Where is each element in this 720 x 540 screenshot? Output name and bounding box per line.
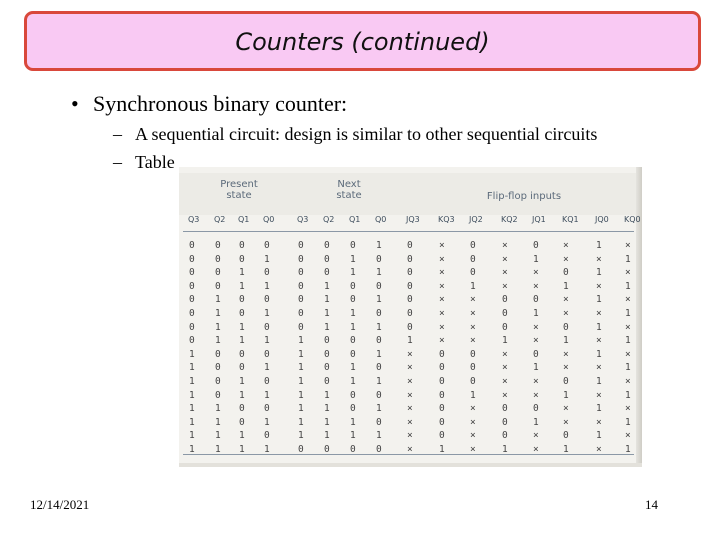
table-cell: 0 xyxy=(215,253,221,265)
table-cell: 0 xyxy=(239,240,245,251)
table-cell: 1 xyxy=(470,389,476,401)
table-cell: 0 xyxy=(350,294,356,306)
table-cell: 1 xyxy=(298,403,304,415)
table-cell: 1 xyxy=(596,376,602,387)
table-cell: 0 xyxy=(470,362,476,374)
table-cell: 0 xyxy=(439,389,445,401)
table-cell: 0 xyxy=(298,267,304,279)
table-cell: × xyxy=(407,430,413,442)
header-rule xyxy=(183,231,634,232)
table-cell: × xyxy=(439,321,445,333)
table-cell: × xyxy=(439,240,445,251)
table-cell: 0 xyxy=(350,280,356,292)
table-cell: 0 xyxy=(215,362,221,374)
table-cell: 0 xyxy=(239,253,245,265)
table-cell: 1 xyxy=(625,335,631,347)
dash-marker: – xyxy=(113,124,122,144)
table-cell: 1 xyxy=(502,335,508,347)
table-cell: × xyxy=(596,335,602,347)
table-cell: 1 xyxy=(625,308,631,319)
table-cell: × xyxy=(625,267,631,279)
table-cell: 0 xyxy=(563,430,569,442)
table-cell: 1 xyxy=(324,294,330,306)
table-cell: 0 xyxy=(502,321,508,333)
table-cell: × xyxy=(470,308,476,319)
table-cell: 1 xyxy=(324,321,330,333)
sub-item-text: Table xyxy=(135,152,175,172)
table-col-header: Q1 xyxy=(349,215,361,224)
slide-title: Counters (continued) xyxy=(235,28,490,56)
scan-bottom xyxy=(179,463,642,467)
table-cell: 0 xyxy=(239,308,245,319)
table-cell: 1 xyxy=(625,444,631,455)
table-cell: 1 xyxy=(439,444,445,455)
table-cell: × xyxy=(470,294,476,306)
table-cell: 0 xyxy=(407,253,413,265)
table-cell: × xyxy=(533,389,539,401)
header-present-state: Present state xyxy=(220,179,258,201)
table-cell: 0 xyxy=(502,308,508,319)
table-col-header: Q2 xyxy=(214,215,226,224)
table-cell: 0 xyxy=(470,267,476,279)
table-cell: 1 xyxy=(596,267,602,279)
table-cell: × xyxy=(502,280,508,292)
table-cell: × xyxy=(625,376,631,387)
table-cell: 0 xyxy=(215,240,221,251)
table-cell: 0 xyxy=(502,403,508,415)
table-cell: 1 xyxy=(376,240,382,251)
bullet-item xyxy=(71,91,347,117)
table-cell: 1 xyxy=(596,430,602,442)
table-cell: × xyxy=(625,430,631,442)
table-cell: 0 xyxy=(239,294,245,306)
table-cell: 0 xyxy=(324,444,330,455)
table-cell: 0 xyxy=(376,280,382,292)
table-cell: 0 xyxy=(439,348,445,360)
table-cell: 0 xyxy=(376,335,382,347)
table-cell: 0 xyxy=(563,267,569,279)
table-cell: 0 xyxy=(324,348,330,360)
slide-title-box xyxy=(24,11,701,71)
table-cell: × xyxy=(407,376,413,387)
table-col-header: Q1 xyxy=(238,215,250,224)
table-cell: × xyxy=(625,240,631,251)
table-cell: 1 xyxy=(189,376,195,387)
table-cell: 0 xyxy=(324,376,330,387)
table-cell: 1 xyxy=(215,444,221,455)
table-cell: × xyxy=(502,348,508,360)
table-cell: 1 xyxy=(239,444,245,455)
table-cell: 1 xyxy=(239,280,245,292)
table-cell: × xyxy=(407,403,413,415)
table-cell: 0 xyxy=(407,308,413,319)
table-cell: 1 xyxy=(264,253,270,265)
table-cell: 1 xyxy=(376,403,382,415)
table-cell: 0 xyxy=(533,240,539,251)
table-cell: 0 xyxy=(215,348,221,360)
table-cell: 0 xyxy=(189,308,195,319)
table-cell: 0 xyxy=(439,416,445,428)
table-cell: 0 xyxy=(239,403,245,415)
table-cell: 1 xyxy=(596,348,602,360)
table-cell: × xyxy=(439,294,445,306)
table-cell: × xyxy=(439,335,445,347)
table-cell: 1 xyxy=(563,335,569,347)
table-cell: 0 xyxy=(324,240,330,251)
table-cell: 1 xyxy=(324,403,330,415)
table-cell: 0 xyxy=(407,267,413,279)
table-cell: 1 xyxy=(625,280,631,292)
table-cell: 0 xyxy=(298,321,304,333)
page-number: 14 xyxy=(645,497,658,512)
table-cell: 0 xyxy=(215,267,221,279)
table-cell: 0 xyxy=(264,240,270,251)
table-cell: × xyxy=(533,430,539,442)
table-cell: 1 xyxy=(298,416,304,428)
state-table-image xyxy=(179,167,642,467)
table-cell: 0 xyxy=(439,403,445,415)
table-cell: 0 xyxy=(470,348,476,360)
table-cell: 0 xyxy=(470,253,476,265)
table-cell: 1 xyxy=(239,430,245,442)
table-cell: × xyxy=(502,362,508,374)
table-cell: × xyxy=(533,280,539,292)
table-cell: 0 xyxy=(439,430,445,442)
table-cell: 0 xyxy=(439,376,445,387)
table-cell: 1 xyxy=(239,321,245,333)
table-col-header: Q2 xyxy=(323,215,335,224)
table-cell: 1 xyxy=(324,416,330,428)
table-cell: 0 xyxy=(376,416,382,428)
table-cell: 0 xyxy=(407,240,413,251)
table-cell: × xyxy=(533,376,539,387)
table-cell: 0 xyxy=(470,376,476,387)
table-cell: 0 xyxy=(298,240,304,251)
table-cell: 1 xyxy=(324,430,330,442)
table-cell: 1 xyxy=(533,308,539,319)
table-cell: × xyxy=(407,389,413,401)
table-cell: 1 xyxy=(298,376,304,387)
table-cell: × xyxy=(439,253,445,265)
bullet-text: Synchronous binary counter: xyxy=(93,91,348,116)
table-cell: 1 xyxy=(239,335,245,347)
table-cell: 1 xyxy=(533,362,539,374)
table-cell: × xyxy=(470,335,476,347)
table-cell: 1 xyxy=(239,267,245,279)
table-col-header: KQ0 xyxy=(624,215,641,224)
table-cell: 0 xyxy=(215,389,221,401)
table-cell: 0 xyxy=(298,294,304,306)
table-cell: 1 xyxy=(376,348,382,360)
table-cell: 1 xyxy=(215,308,221,319)
table-col-header: JQ1 xyxy=(532,215,546,224)
table-cell: 1 xyxy=(264,308,270,319)
table-cell: 1 xyxy=(215,321,221,333)
table-cell: 1 xyxy=(189,362,195,374)
table-cell: × xyxy=(470,321,476,333)
table-cell: 1 xyxy=(298,362,304,374)
table-cell: 0 xyxy=(407,321,413,333)
table-cell: 0 xyxy=(264,267,270,279)
table-cell: 1 xyxy=(264,335,270,347)
table-cell: 1 xyxy=(596,403,602,415)
table-cell: × xyxy=(407,416,413,428)
table-cell: × xyxy=(563,403,569,415)
header-next-state: Next state xyxy=(336,179,362,201)
table-cell: 1 xyxy=(502,444,508,455)
table-cell: 1 xyxy=(376,321,382,333)
table-cell: 0 xyxy=(298,308,304,319)
table-cell: 0 xyxy=(502,416,508,428)
table-cell: × xyxy=(625,294,631,306)
table-cell: 1 xyxy=(298,335,304,347)
table-cell: × xyxy=(502,253,508,265)
table-cell: 1 xyxy=(350,321,356,333)
table-cell: 0 xyxy=(502,430,508,442)
table-cell: 1 xyxy=(189,389,195,401)
table-cell: 0 xyxy=(264,403,270,415)
table-cell: 0 xyxy=(264,321,270,333)
table-cell: 0 xyxy=(376,444,382,455)
table-cell: 1 xyxy=(350,362,356,374)
table-col-header: JQ0 xyxy=(595,215,609,224)
table-col-header: Q3 xyxy=(188,215,200,224)
table-cell: 1 xyxy=(350,308,356,319)
table-cell: 1 xyxy=(215,403,221,415)
table-cell: × xyxy=(439,308,445,319)
table-cell: 0 xyxy=(189,294,195,306)
table-cell: 0 xyxy=(264,294,270,306)
footer-date: 12/14/2021 xyxy=(30,497,90,512)
table-cell: × xyxy=(502,240,508,251)
table-cell: × xyxy=(407,444,413,455)
table-cell: 1 xyxy=(563,280,569,292)
table-cell: 0 xyxy=(350,444,356,455)
table-cell: 0 xyxy=(324,335,330,347)
dash-marker: – xyxy=(113,152,122,172)
table-cell: × xyxy=(470,430,476,442)
table-cell: × xyxy=(533,321,539,333)
table-cell: 0 xyxy=(239,416,245,428)
table-cell: 0 xyxy=(407,280,413,292)
table-cell: 1 xyxy=(350,376,356,387)
table-cell: 0 xyxy=(324,362,330,374)
table-col-header: Q0 xyxy=(375,215,387,224)
table-cell: × xyxy=(596,253,602,265)
table-cell: 0 xyxy=(189,253,195,265)
table-col-header: Q3 xyxy=(297,215,309,224)
table-cell: 1 xyxy=(298,389,304,401)
scan-edge xyxy=(636,167,642,467)
table-cell: 1 xyxy=(298,430,304,442)
table-cell: 0 xyxy=(189,335,195,347)
table-col-header: KQ2 xyxy=(501,215,518,224)
table-cell: 0 xyxy=(189,321,195,333)
table-cell: 0 xyxy=(376,253,382,265)
table-cell: × xyxy=(625,321,631,333)
table-cell: 1 xyxy=(407,335,413,347)
table-cell: 0 xyxy=(533,294,539,306)
table-cell: 1 xyxy=(625,362,631,374)
table-cell: 0 xyxy=(264,430,270,442)
table-cell: 0 xyxy=(376,308,382,319)
table-cell: × xyxy=(563,348,569,360)
table-cell: 1 xyxy=(264,362,270,374)
table-cell: 1 xyxy=(264,280,270,292)
table-cell: 0 xyxy=(376,362,382,374)
table-cell: × xyxy=(563,362,569,374)
table-cell: 1 xyxy=(376,294,382,306)
table-cell: × xyxy=(502,376,508,387)
sub-item-design xyxy=(113,124,597,145)
table-cell: 1 xyxy=(376,430,382,442)
table-cell: 1 xyxy=(239,376,245,387)
table-cell: × xyxy=(502,389,508,401)
table-cell: × xyxy=(563,308,569,319)
table-cell: 1 xyxy=(376,267,382,279)
table-cell: × xyxy=(596,362,602,374)
table-cell: 1 xyxy=(215,416,221,428)
table-cell: 0 xyxy=(239,362,245,374)
table-cell: × xyxy=(563,294,569,306)
table-cell: × xyxy=(596,416,602,428)
table-cell: 1 xyxy=(239,389,245,401)
table-col-header: KQ1 xyxy=(562,215,579,224)
table-cell: × xyxy=(596,444,602,455)
table-cell: 1 xyxy=(324,389,330,401)
table-cell: 1 xyxy=(189,416,195,428)
table-cell: × xyxy=(502,267,508,279)
table-cell: 1 xyxy=(298,348,304,360)
table-col-header: KQ3 xyxy=(438,215,455,224)
table-cell: 1 xyxy=(625,416,631,428)
table-cell: 1 xyxy=(533,416,539,428)
table-cell: 0 xyxy=(502,294,508,306)
table-cell: × xyxy=(407,362,413,374)
table-col-header: Q0 xyxy=(263,215,275,224)
table-cell: 1 xyxy=(264,389,270,401)
table-cell: × xyxy=(407,348,413,360)
table-cell: × xyxy=(533,335,539,347)
table-cell: 1 xyxy=(563,389,569,401)
table-cell: 1 xyxy=(350,253,356,265)
table-cell: 1 xyxy=(376,376,382,387)
table-cell: 0 xyxy=(533,348,539,360)
table-cell: 1 xyxy=(625,389,631,401)
header-flip-flop-inputs: Flip-flop inputs xyxy=(486,191,562,202)
table-cell: × xyxy=(439,267,445,279)
sub-item-text: A sequential circuit: design is similar to other sequential circuits xyxy=(135,124,598,144)
table-cell: 1 xyxy=(264,416,270,428)
table-cell: 0 xyxy=(189,267,195,279)
table-cell: × xyxy=(470,444,476,455)
table-cell: 0 xyxy=(533,403,539,415)
table-cell: 0 xyxy=(324,267,330,279)
table-cell: 1 xyxy=(350,416,356,428)
table-cell: 0 xyxy=(350,335,356,347)
table-cell: 1 xyxy=(215,430,221,442)
table-cell: 1 xyxy=(189,403,195,415)
bullet-marker: • xyxy=(71,91,79,116)
table-cell: 0 xyxy=(239,348,245,360)
table-cell: 0 xyxy=(376,389,382,401)
table-cell: × xyxy=(470,416,476,428)
table-cell: 0 xyxy=(407,294,413,306)
table-cell: 0 xyxy=(189,240,195,251)
table-cell: × xyxy=(625,348,631,360)
table-cell: 1 xyxy=(563,444,569,455)
table-cell: 0 xyxy=(350,389,356,401)
table-cell: 0 xyxy=(350,240,356,251)
table-cell: 0 xyxy=(563,376,569,387)
table-cell: × xyxy=(439,280,445,292)
table-col-header: JQ2 xyxy=(469,215,483,224)
table-cell: 1 xyxy=(215,294,221,306)
table-cell: 1 xyxy=(324,308,330,319)
table-cell: 1 xyxy=(350,430,356,442)
table-cell: 0 xyxy=(350,348,356,360)
table-cell: 0 xyxy=(470,240,476,251)
table-cell: × xyxy=(596,308,602,319)
table-col-header: JQ3 xyxy=(406,215,420,224)
table-cell: 0 xyxy=(324,253,330,265)
table-cell: 1 xyxy=(215,335,221,347)
table-cell: 1 xyxy=(264,444,270,455)
table-cell: 1 xyxy=(596,321,602,333)
table-cell: 0 xyxy=(264,376,270,387)
table-cell: 1 xyxy=(189,348,195,360)
table-cell: × xyxy=(533,444,539,455)
table-cell: × xyxy=(596,389,602,401)
table-cell: 1 xyxy=(470,280,476,292)
table-cell: × xyxy=(596,280,602,292)
table-cell: 0 xyxy=(189,280,195,292)
table-cell: 0 xyxy=(298,280,304,292)
sub-item-table xyxy=(113,152,175,173)
table-cell: 0 xyxy=(563,321,569,333)
table-cell: 0 xyxy=(350,403,356,415)
table-cell: × xyxy=(533,267,539,279)
table-cell: 0 xyxy=(439,362,445,374)
table-cell: 1 xyxy=(189,444,195,455)
table-cell: × xyxy=(563,253,569,265)
table-cell: 1 xyxy=(189,430,195,442)
table-cell: 0 xyxy=(215,280,221,292)
table-cell: 1 xyxy=(596,240,602,251)
table-cell: × xyxy=(470,403,476,415)
table-cell: 1 xyxy=(625,253,631,265)
table-cell: 0 xyxy=(264,348,270,360)
table-cell: 1 xyxy=(350,267,356,279)
table-cell: × xyxy=(563,416,569,428)
table-cell: 1 xyxy=(533,253,539,265)
table-cell: 0 xyxy=(298,444,304,455)
table-cell: × xyxy=(563,240,569,251)
table-cell: 0 xyxy=(298,253,304,265)
table-cell: 1 xyxy=(596,294,602,306)
table-cell: 1 xyxy=(324,280,330,292)
table-cell: 0 xyxy=(215,376,221,387)
table-cell: × xyxy=(625,403,631,415)
